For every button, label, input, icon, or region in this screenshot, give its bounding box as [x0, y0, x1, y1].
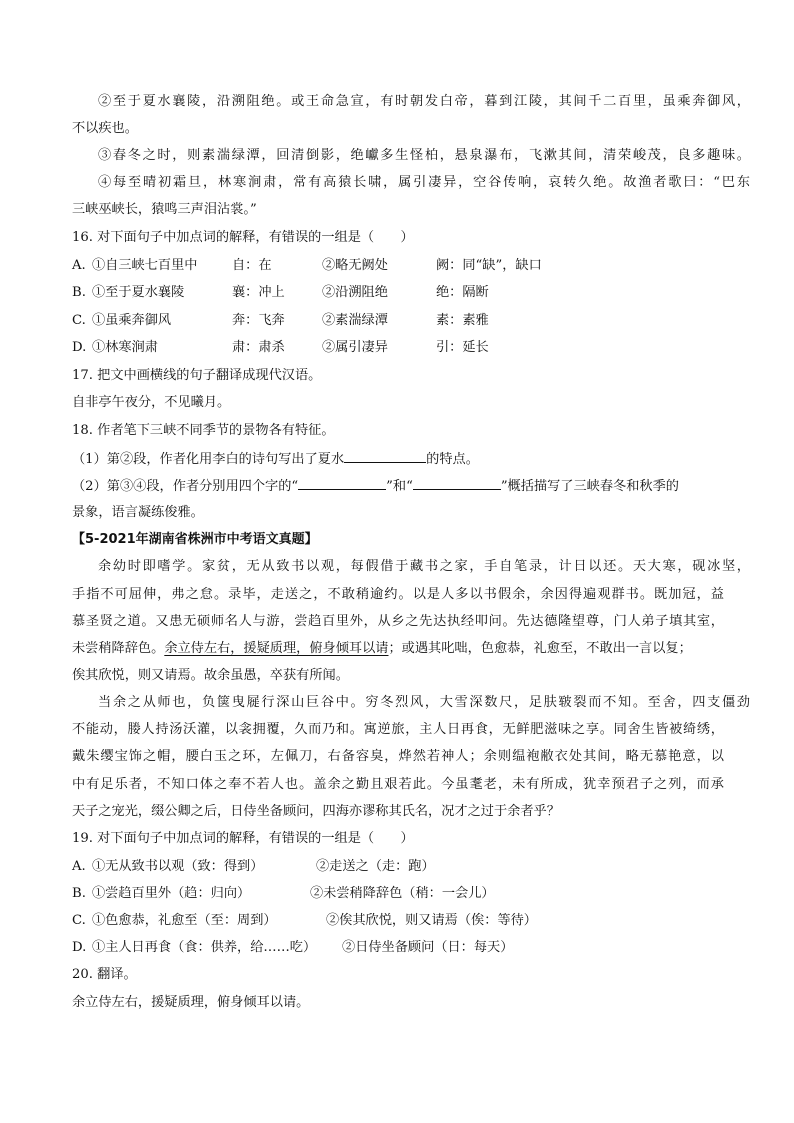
underlined-sentence: 余立侍左右，援疑质理，俯身倾耳以请 — [164, 641, 389, 656]
option-gloss-2: 阙：同“缺”，缺口 — [436, 258, 542, 273]
passage2-line: 中有足乐者，不知口体之奉不若人也。盖余之勤且艰若此。今虽耄老，未有所成，犹幸预君子之列，而承 — [72, 777, 724, 792]
option-sentence-2: ②属引凄异 — [322, 340, 388, 355]
option-letter: B. — [72, 285, 86, 300]
option-gloss-1: 奔：飞奔 — [232, 313, 285, 328]
option-part-1: ①尝趋百里外（趋：归向） — [92, 886, 251, 901]
section-header: 【5-2021年湖南省株洲市中考语文真题】 — [72, 532, 318, 547]
q18-s2-prefix: （2）第③④段，作者分别用四个字的“ — [72, 479, 299, 494]
option-gloss-2: 绝：隔断 — [436, 285, 489, 300]
option-letter: A. — [72, 258, 86, 273]
option-part-2: ②日侍坐备顾问（日：每天） — [342, 940, 514, 955]
option-letter: A. — [72, 859, 86, 874]
passage2-line: 慕圣贤之道。又患无硕师名人与游，尝趋百里外，从乡之先达执经叩问。先达德隆望尊，门人弟子填其室， — [72, 614, 724, 629]
option-letter: C. — [72, 913, 86, 928]
q18-s1-suffix: 的特点。 — [426, 452, 479, 467]
option-sentence-1: ①自三峡七百里中 — [92, 258, 198, 273]
passage2-line: 天子之宠光，缀公卿之后，日侍坐备顾问，四海亦谬称其氏名，况才之过于余者乎？ — [72, 804, 560, 819]
passage2-line: 余幼时即嗜学。家贫，无从致书以观，每假借于藏书之家，手自笔录，计日以还。天大寒，砚冰坚， — [98, 559, 750, 574]
passage2-line: 俟其欣悦，则又请焉。故余虽愚，卒获有所闻。 — [72, 668, 349, 683]
q17-stem: 17. 把文中画横线的句子翻译成现代汉语。 — [72, 368, 322, 383]
passage2-line: 戴朱缨宝饰之帽，腰白玉之环，左佩刀，右备容臭，烨然若神人；余则缊袍敝衣处其间，略无慕艳意，以 — [72, 749, 724, 764]
option-part-2: ②俟其欣悦，则又请焉（俟：等待） — [326, 913, 537, 928]
option-gloss-2: 引：延长 — [436, 340, 489, 355]
q18-subquestion-2 — [72, 476, 724, 496]
passage1-p3-line1: ③春冬之时，则素湍绿潭，回清倒影，绝巘多生怪柏，悬泉瀑布，飞漱其间，清荣峻茂，良多趣味。 — [98, 148, 750, 163]
option-gloss-1: 肃：肃杀 — [232, 340, 285, 355]
passage2-l4-suffix: ；或遇其叱咄，色愈恭，礼愈至，不敢出一言以复； — [388, 641, 692, 656]
answer-blank[interactable] — [298, 476, 386, 490]
passage2-line: 当余之从师也，负箧曳屣行深山巨谷中。穷冬烈风，大雪深数尺，足肤皲裂而不知。至舍，四支僵劲 — [98, 695, 750, 710]
option-letter: D. — [72, 940, 87, 955]
passage1-p2-line2: 不以疾也。 — [72, 121, 138, 136]
q20-stem: 20. 翻译。 — [72, 967, 137, 982]
answer-blank[interactable] — [344, 449, 426, 463]
passage1-p4-line2: 三峡巫峡长，猿鸣三声泪沾裳。” — [72, 202, 257, 217]
passage1-p4-line1: ④每至晴初霜旦，林寒涧肃，常有高猿长啸，属引凄异，空谷传响，哀转久绝。故渔者歌曰：“巴东 — [98, 175, 750, 190]
option-sentence-2: ②沿溯阻绝 — [322, 285, 388, 300]
option-gloss-1: 自：在 — [232, 258, 272, 273]
answer-blank[interactable] — [413, 476, 501, 490]
option-letter: C. — [72, 313, 86, 328]
option-gloss-2: 素：素雅 — [436, 313, 489, 328]
q18-s2-middle: ”和“ — [386, 479, 413, 494]
option-part-2: ②未尝稍降辞色（稍：一会儿） — [310, 886, 495, 901]
q18-s1-prefix: （1）第②段，作者化用李白的诗句写出了夏水 — [72, 452, 345, 467]
option-gloss-1: 襄：冲上 — [232, 285, 285, 300]
q20-sentence: 余立侍左右，援疑质理，俯身倾耳以请。 — [72, 995, 310, 1010]
q18-stem: 18. 作者笔下三峡不同季节的景物各有特征。 — [72, 423, 335, 438]
option-sentence-1: ①虽乘奔御风 — [92, 313, 172, 328]
q19-stem: 19. 对下面句子中加点词的解释，有错误的一组是（ ） — [72, 831, 414, 846]
passage1-p2-line1: ②至于夏水襄陵，沿溯阻绝。或王命急宣，有时朝发白帝，暮到江陵，其间千二百里，虽乘奔御风， — [98, 94, 750, 109]
option-sentence-2: ②略无阙处 — [322, 258, 388, 273]
passage2-line — [72, 639, 724, 658]
option-letter: D. — [72, 340, 87, 355]
q18-s2-line2: 景象，语言凝练俊雅。 — [72, 505, 204, 520]
option-part-1: ①无从致书以观（致：得到） — [92, 859, 264, 874]
option-part-1: ①色愈恭，礼愈至（至：周到） — [92, 913, 277, 928]
passage2-line: 手指不可屈伸，弗之怠。录毕，走送之，不敢稍逾约。以是人多以书假余，余因得遍观群书。既加冠，益 — [72, 587, 724, 602]
option-part-2: ②走送之（走：跑） — [316, 859, 435, 874]
option-letter: B. — [72, 886, 86, 901]
option-sentence-1: ①至于夏水襄陵 — [92, 285, 185, 300]
passage2-l4-prefix: 未尝稍降辞色。 — [72, 641, 165, 656]
q16-stem: 16. 对下面句子中加点词的解释，有错误的一组是（ ） — [72, 230, 414, 245]
option-part-1: ①主人日再食（食：供养，给……吃） — [92, 940, 317, 955]
passage2-line: 不能动，媵人持汤沃灌，以衾拥覆，久而乃和。寓逆旅，主人日再食，无鲜肥滋味之享。同舍生皆被绮绣， — [72, 722, 724, 737]
q18-s2-suffix: ”概括描写了三峡春冬和秋季的 — [500, 479, 679, 494]
option-sentence-2: ②素湍绿潭 — [322, 313, 388, 328]
q18-subquestion-1 — [72, 449, 724, 469]
q17-sentence: 自非亭午夜分，不见曦月。 — [72, 395, 231, 410]
option-sentence-1: ①林寒涧肃 — [92, 340, 158, 355]
